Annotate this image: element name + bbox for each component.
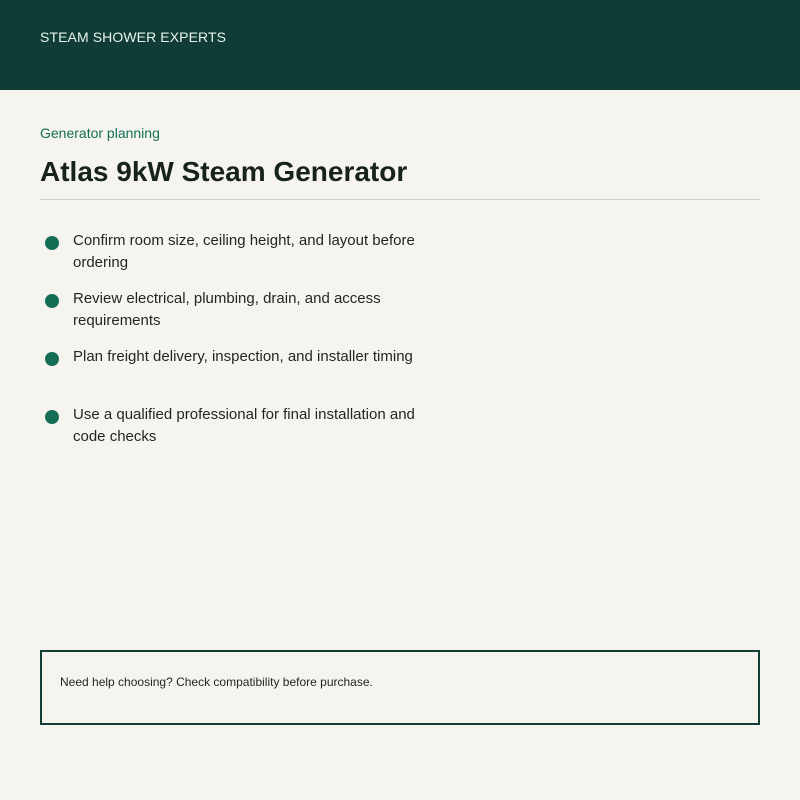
checklist-item-text: Review electrical, plumbing, drain, and access requirements: [73, 290, 381, 329]
checklist-item-text: Use a qualified professional for final installation and code checks: [73, 406, 415, 445]
checklist-item-text: Plan freight delivery, inspection, and installer timing: [73, 348, 413, 365]
checklist-item: [40, 404, 440, 462]
checklist-item: [40, 346, 440, 404]
help-text: Need help choosing? Check compatibility before purchase.: [60, 675, 373, 689]
site-header: [0, 0, 800, 90]
bullet-icon: [45, 410, 59, 424]
section-eyebrow: Generator planning: [40, 125, 160, 141]
checklist-item: [40, 288, 440, 346]
site-brand: STEAM SHOWER EXPERTS: [40, 29, 227, 45]
compatibility-help-box: [40, 650, 760, 725]
planning-checklist: [40, 230, 440, 462]
bullet-icon: [45, 294, 59, 308]
title-divider: [40, 199, 760, 200]
checklist-item-text: Confirm room size, ceiling height, and layout before ordering: [73, 232, 415, 271]
checklist-item: [40, 230, 440, 288]
bullet-icon: [45, 236, 59, 250]
page-title: Atlas 9kW Steam Generator: [40, 156, 408, 187]
bullet-icon: [45, 352, 59, 366]
